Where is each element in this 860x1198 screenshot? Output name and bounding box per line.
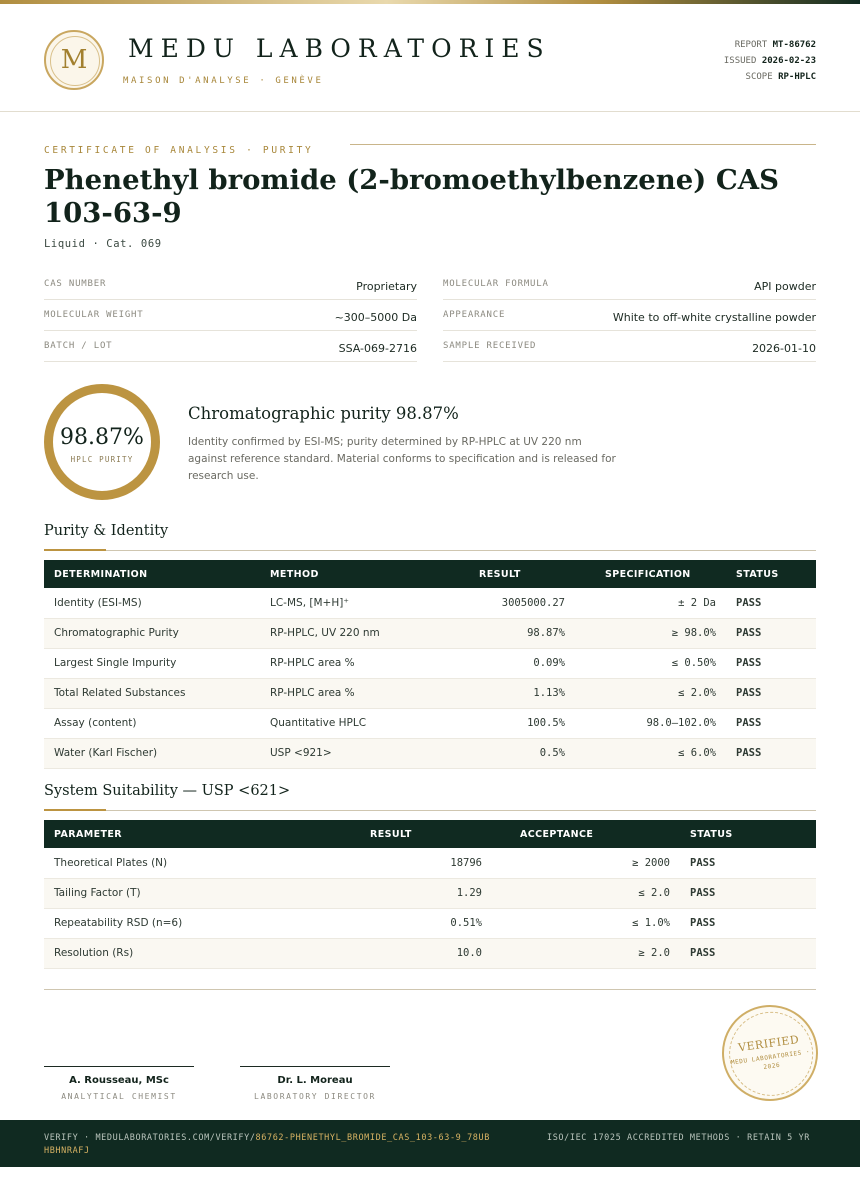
table-header-row — [44, 820, 816, 848]
parameter-cell: Resolution (Rs) — [44, 938, 314, 968]
purity-identity-title: Purity & Identity — [44, 523, 169, 539]
scope-value: RP-HPLC — [778, 72, 816, 82]
acceptance-cell: ≥ 2000 — [492, 848, 680, 878]
verify-prefix: VERIFY · MEDULABORATORIES.COM/VERIFY/ — [44, 1133, 256, 1143]
result-cell: 100.5% — [425, 708, 575, 738]
eyebrow-divider — [350, 144, 816, 145]
specification-cell: ≤ 2.0% — [575, 678, 726, 708]
property-row — [443, 300, 816, 331]
specification-cell: ≤ 6.0% — [575, 738, 726, 768]
specification-cell: ± 2 Da — [575, 588, 726, 618]
table-row — [44, 908, 816, 938]
section-divider — [44, 810, 816, 811]
accreditation-note: ISO/IEC 17025 ACCREDITED METHODS · RETAIN 5 YR — [547, 1133, 811, 1143]
page-header — [0, 4, 860, 112]
property-label: MOLECULAR FORMULA — [443, 279, 549, 289]
signatory-name: Dr. L. Moreau — [277, 1075, 353, 1086]
table-row — [44, 738, 816, 768]
certificate-eyebrow — [44, 138, 816, 156]
system-suitability-table — [44, 820, 816, 969]
purity-ring — [44, 384, 160, 500]
purity-description: Identity confirmed by ESI-MS; purity determined by RP-HPLC at UV 220 nm against reference standard. Material conforms to specification and is released for research use. — [188, 436, 616, 482]
determination-cell: Total Related Substances — [44, 678, 260, 708]
section-accent — [44, 809, 106, 811]
result-cell: 1.13% — [425, 678, 575, 708]
table-row — [44, 708, 816, 738]
issued-date-line — [724, 53, 816, 69]
property-label: CAS NUMBER — [44, 279, 107, 289]
property-label: BATCH / LOT — [44, 341, 113, 351]
result-cell: 0.51% — [314, 908, 492, 938]
signatory-role: LABORATORY DIRECTOR — [254, 1092, 376, 1101]
specification-cell: ≥ 98.0% — [575, 618, 726, 648]
signature-analytical-chemist — [44, 1066, 194, 1101]
column-header: ACCEPTANCE — [492, 820, 680, 848]
property-column-right — [443, 269, 816, 362]
column-header: STATUS — [726, 560, 816, 588]
determination-cell: Largest Single Impurity — [44, 648, 260, 678]
column-header: SPECIFICATION — [575, 560, 726, 588]
property-value: Proprietary — [356, 280, 417, 293]
eyebrow-text: CERTIFICATE OF ANALYSIS · PURITY — [44, 145, 314, 156]
signatory-role: ANALYTICAL CHEMIST — [61, 1092, 177, 1101]
report-number: MT-86762 — [772, 40, 816, 50]
result-cell: 0.09% — [425, 648, 575, 678]
status-badge: PASS — [680, 848, 816, 878]
report-meta — [724, 37, 816, 85]
property-value: API powder — [754, 280, 816, 293]
issued-label: ISSUED — [723, 56, 757, 66]
property-label: MOLECULAR WEIGHT — [44, 310, 144, 320]
table-row — [44, 878, 816, 908]
method-cell: RP-HPLC area % — [260, 678, 425, 708]
table-row — [44, 678, 816, 708]
logo-letter: M — [60, 45, 88, 75]
acceptance-cell: ≥ 2.0 — [492, 938, 680, 968]
purity-ring-label: HPLC PURITY — [70, 455, 134, 464]
determination-cell: Assay (content) — [44, 708, 260, 738]
status-badge: PASS — [726, 738, 816, 768]
property-row — [443, 331, 816, 362]
scope-line — [724, 69, 816, 85]
determination-cell: Water (Karl Fischer) — [44, 738, 260, 768]
property-row — [443, 269, 816, 300]
system-suitability-title: System Suitability — USP <621> — [44, 783, 291, 799]
method-cell: RP-HPLC, UV 220 nm — [260, 618, 425, 648]
status-badge: PASS — [680, 938, 816, 968]
property-value: ~300–5000 Da — [334, 311, 417, 324]
property-value: White to off-white crystalline powder — [612, 311, 816, 324]
acceptance-cell: ≤ 1.0% — [492, 908, 680, 938]
specification-cell: ≤ 0.50% — [575, 648, 726, 678]
property-row — [44, 331, 417, 362]
brand-logo — [44, 30, 104, 90]
status-badge: PASS — [726, 648, 816, 678]
determination-cell: Identity (ESI-MS) — [44, 588, 260, 618]
section-divider — [44, 550, 816, 551]
result-cell: 98.87% — [425, 618, 575, 648]
compound-subtitle: Liquid · Cat. 069 — [44, 238, 162, 250]
property-value: SSA-069-2716 — [338, 342, 417, 355]
column-header: STATUS — [680, 820, 816, 848]
table-row — [44, 848, 816, 878]
determination-cell: Chromatographic Purity — [44, 618, 260, 648]
result-cell: 1.29 — [314, 878, 492, 908]
acceptance-cell: ≤ 2.0 — [492, 878, 680, 908]
status-badge: PASS — [726, 708, 816, 738]
compound-title: Phenethyl bromide (2-bromoethylbenzene) CAS 103-63-9 — [44, 164, 779, 229]
column-header: DETERMINATION — [44, 560, 260, 588]
verification-link[interactable] — [44, 1132, 494, 1158]
property-column-left — [44, 269, 417, 362]
section-accent — [44, 549, 106, 551]
result-cell: 18796 — [314, 848, 492, 878]
method-cell: RP-HPLC area % — [260, 648, 425, 678]
purity-identity-table — [44, 560, 816, 769]
method-cell: LC-MS, [M+H]⁺ — [260, 588, 425, 618]
result-cell: 0.5% — [425, 738, 575, 768]
result-cell: 10.0 — [314, 938, 492, 968]
table-row — [44, 588, 816, 618]
brand-name: MEDU LABORATORIES — [128, 34, 551, 63]
stamp-sub-text: MEDU LABORATORIES · 2026 — [730, 1048, 811, 1072]
verified-stamp — [716, 999, 824, 1107]
table-row — [44, 938, 816, 968]
table-header-row — [44, 560, 816, 588]
report-number-line — [724, 37, 816, 53]
parameter-cell: Theoretical Plates (N) — [44, 848, 314, 878]
result-cell: 3005000.27 — [425, 588, 575, 618]
status-badge: PASS — [680, 878, 816, 908]
report-label: REPORT — [734, 40, 768, 50]
method-cell: Quantitative HPLC — [260, 708, 425, 738]
parameter-cell: Repeatability RSD (n=6) — [44, 908, 314, 938]
issued-date: 2026-02-23 — [761, 56, 816, 66]
purity-headline: Chromatographic purity 98.87% — [188, 404, 459, 423]
specification-cell: 98.0–102.0% — [575, 708, 726, 738]
parameter-cell: Tailing Factor (T) — [44, 878, 314, 908]
status-badge: PASS — [680, 908, 816, 938]
column-header: PARAMETER — [44, 820, 314, 848]
column-header: RESULT — [425, 560, 575, 588]
signature-laboratory-director — [240, 1066, 390, 1101]
property-row — [44, 269, 417, 300]
method-cell: USP <921> — [260, 738, 425, 768]
stamp-main-text: VERIFIED — [737, 1032, 801, 1055]
property-value: 2026-01-10 — [752, 342, 816, 355]
status-badge: PASS — [726, 678, 816, 708]
scope-label: SCOPE — [745, 72, 773, 82]
status-badge: PASS — [726, 588, 816, 618]
column-header: METHOD — [260, 560, 425, 588]
signatory-name: A. Rousseau, MSc — [69, 1075, 169, 1086]
brand-subtitle: MAISON D'ANALYSE · GENÈVE — [123, 76, 324, 86]
verify-code: 86762-PHENETHYL_BROMIDE_CAS_103-63-9_78UBHBHNRAFJ — [44, 1133, 490, 1156]
table-row — [44, 618, 816, 648]
table-row — [44, 648, 816, 678]
property-label: APPEARANCE — [443, 310, 506, 320]
column-header: RESULT — [314, 820, 492, 848]
signature-divider — [44, 989, 816, 990]
status-badge: PASS — [726, 618, 816, 648]
page-footer — [0, 1120, 860, 1167]
purity-ring-value: 98.87% — [60, 425, 144, 450]
property-row — [44, 300, 417, 331]
property-label: SAMPLE RECEIVED — [443, 341, 537, 351]
